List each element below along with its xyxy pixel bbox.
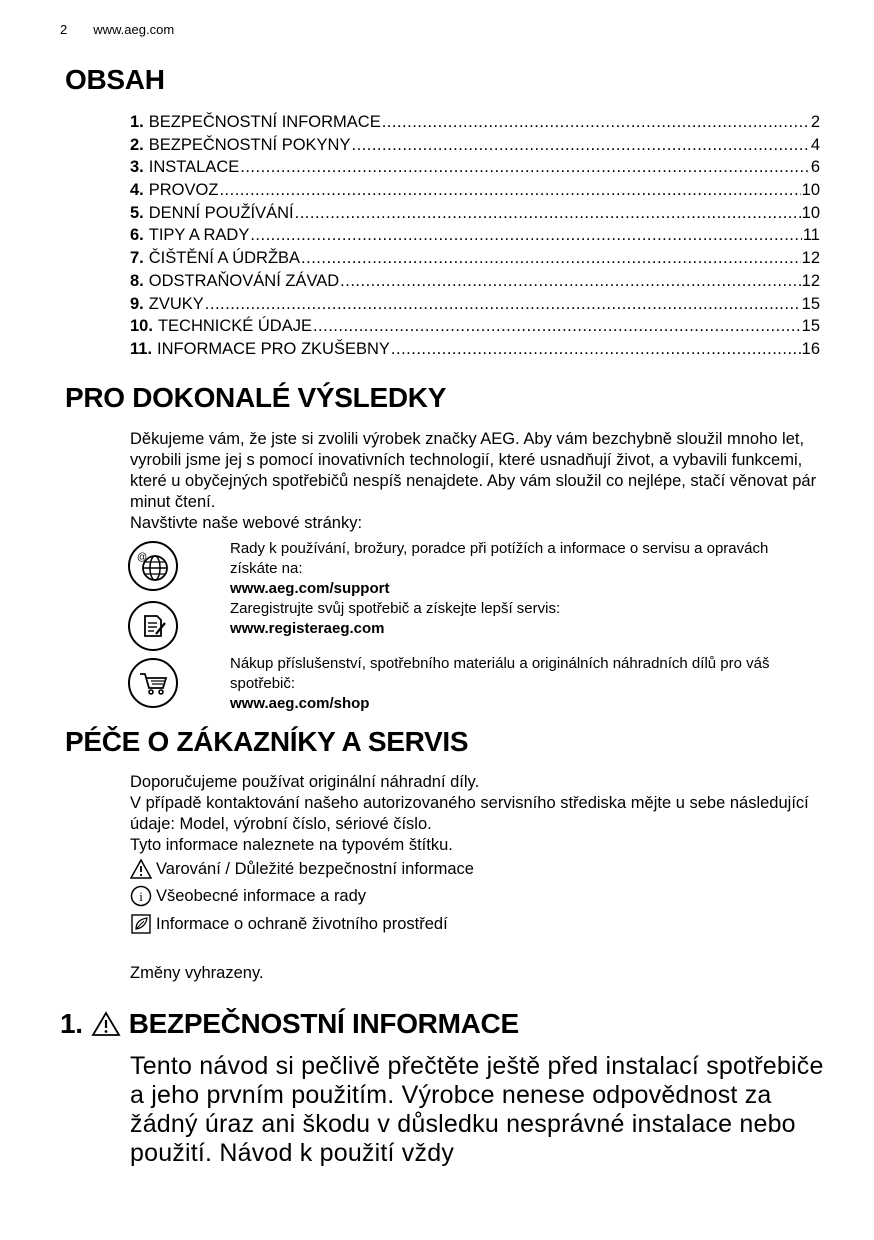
web-item-text: Nákup příslušenství, spotřebního materiálu a originálních náhradních dílů pro váš spotřebič: www.aeg.com/shop <box>230 654 810 714</box>
section-1-heading <box>60 1008 519 1040</box>
svg-text:@: @ <box>137 552 148 563</box>
toc-label: ODSTRAŇOVÁNÍ ZÁVAD <box>148 271 340 290</box>
table-of-contents <box>130 111 820 361</box>
toc-number: 8. <box>130 271 144 290</box>
toc-page: 15 <box>801 317 820 336</box>
toc-leader <box>301 247 801 270</box>
toc-page: 10 <box>801 181 820 200</box>
section-title: BEZPEČNOSTNÍ INFORMACE <box>128 1008 519 1039</box>
page-header <box>60 22 174 37</box>
section-number: 1. <box>60 1008 83 1039</box>
toc-item[interactable] <box>130 156 820 179</box>
toc-page: 10 <box>801 203 820 222</box>
web-item-register <box>128 600 561 651</box>
shopping-cart-icon <box>128 658 178 708</box>
toc-number: 2. <box>130 135 144 154</box>
toc-page: 6 <box>810 158 820 177</box>
toc-number: 5. <box>130 203 144 222</box>
toc-label: ČIŠTĚNÍ A ÚDRŽBA <box>148 249 301 268</box>
toc-leader <box>382 111 810 134</box>
toc-label: PROVOZ <box>148 181 219 200</box>
toc-page: 15 <box>801 294 820 313</box>
toc-item[interactable] <box>130 247 820 270</box>
toc-number: 9. <box>130 294 144 313</box>
warning-icon <box>91 1011 121 1037</box>
legend-text: Varování / Důležité bezpečnostní informace <box>156 859 474 878</box>
toc-page: 16 <box>801 339 820 358</box>
care-paragraph: Doporučujeme používat originální náhradní díly. V případě kontaktování našeho autorizovaného servisního střediska mějte u sebe následující údaje: Model, výrobní číslo, sériové číslo. Tyto informace naleznete na typovém štítku. <box>130 773 809 854</box>
toc-page: 12 <box>801 271 820 290</box>
register-link[interactable]: www.registeraeg.com <box>230 620 385 637</box>
environment-icon <box>130 914 152 934</box>
toc-label: TECHNICKÉ ÚDAJE <box>157 317 312 336</box>
changes-notice: Změny vyhrazeny. <box>130 964 264 982</box>
info-icon <box>130 886 152 906</box>
toc-page: 4 <box>810 135 820 154</box>
toc-label: TIPY A RADY <box>148 226 250 245</box>
legend-info <box>130 886 366 906</box>
contents-title: OBSAH <box>65 64 165 95</box>
legend-environment <box>130 914 448 934</box>
toc-number: 4. <box>130 181 144 200</box>
legend-text: Všeobecné informace a rady <box>156 886 367 905</box>
toc-item[interactable] <box>130 338 820 361</box>
toc-leader <box>295 202 801 225</box>
toc-number: 3. <box>130 158 144 177</box>
toc-leader <box>205 293 801 316</box>
toc-number: 10. <box>130 317 153 336</box>
toc-page: 12 <box>801 249 820 268</box>
toc-label: INFORMACE PRO ZKUŠEBNY <box>157 339 390 358</box>
intro-paragraph: Děkujeme vám, že jste si zvolili výrobek značky AEG. Aby vám bezchybně sloužil mnoho let, vyrobili jsme jej s pomocí inovativních technologií, které usnadňují život, a vybavili funkcemi, které u obyčejných spotřebičů nespíš nenajdete. Aby vám sloužil co nejlépe, stačí věnovat pár minut čtení. <box>130 430 817 511</box>
web-item-shop <box>128 655 770 712</box>
web-item-support <box>128 540 769 597</box>
section-1-text: Tento návod si pečlivě přečtěte ještě před instalací spotřebiče a jeho prvním použitím. Výrobce nenese odpovědnost za žádný úraz ani škodu v důsledku nesprávné instalace nebo použití. Návod k použití vždy <box>130 1052 824 1167</box>
shop-link[interactable]: www.aeg.com/shop <box>230 695 370 712</box>
toc-item[interactable] <box>130 224 820 247</box>
toc-item[interactable] <box>130 293 820 316</box>
visit-text: Navštivte naše webové stránky: <box>130 514 363 532</box>
toc-leader <box>391 338 801 361</box>
toc-item[interactable] <box>130 179 820 202</box>
legend-warning <box>130 859 474 879</box>
legend-text: Informace o ochraně životního prostředí <box>156 914 448 933</box>
toc-leader <box>313 315 801 338</box>
toc-item[interactable] <box>130 315 820 338</box>
toc-number: 6. <box>130 226 144 245</box>
toc-leader <box>340 270 800 293</box>
toc-number: 11. <box>130 339 153 358</box>
page-number: 2 <box>60 22 68 37</box>
toc-label: DENNÍ POUŽÍVÁNÍ <box>148 203 294 222</box>
toc-leader <box>219 179 800 202</box>
website-link[interactable]: www.aeg.com <box>93 22 175 37</box>
globe-icon <box>128 541 178 591</box>
toc-item[interactable] <box>130 111 820 134</box>
toc-label: BEZPEČNOSTNÍ POKYNY <box>148 135 351 154</box>
toc-label: INSTALACE <box>148 158 240 177</box>
toc-item[interactable] <box>130 134 820 157</box>
warning-icon <box>130 859 152 879</box>
support-link[interactable]: www.aeg.com/support <box>230 580 390 597</box>
care-title: PÉČE O ZÁKAZNÍKY A SERVIS <box>65 726 469 757</box>
registration-icon <box>128 601 178 651</box>
toc-leader <box>250 224 802 247</box>
toc-number: 7. <box>130 249 144 268</box>
toc-page: 2 <box>810 113 820 131</box>
web-item-text: Rady k používání, brožury, poradce při potížích a informace o servisu a opravách získáte na: www.aeg.com/support <box>230 539 810 599</box>
toc-leader <box>240 156 810 179</box>
toc-label: BEZPEČNOSTNÍ INFORMACE <box>148 113 381 131</box>
toc-label: ZVUKY <box>148 294 204 313</box>
toc-number: 1. <box>130 113 144 131</box>
results-title: PRO DOKONALÉ VÝSLEDKY <box>65 382 447 413</box>
web-item-text: Zaregistrujte svůj spotřebič a získejte lepší servis: www.registeraeg.com <box>230 599 810 639</box>
toc-item[interactable] <box>130 270 820 293</box>
toc-page: 11 <box>802 226 820 245</box>
toc-item[interactable] <box>130 202 820 225</box>
svg-text:i: i <box>139 889 143 904</box>
toc-leader <box>351 134 809 157</box>
